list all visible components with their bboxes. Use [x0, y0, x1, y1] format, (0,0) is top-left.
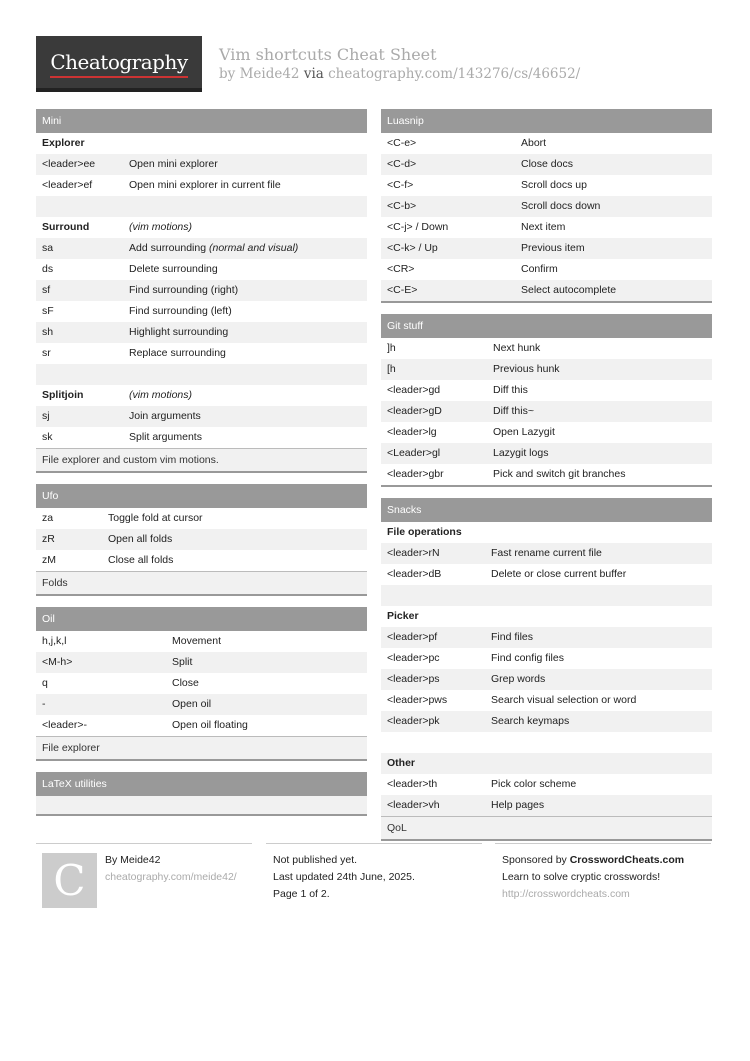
- table-row: [381, 690, 712, 711]
- subheading-picker: [381, 606, 712, 627]
- spacer-row: [381, 585, 712, 606]
- section-footer: QoL: [381, 816, 712, 839]
- section-mini: [36, 109, 367, 473]
- section-oil: [36, 607, 367, 761]
- shortcut-desc: [129, 238, 298, 259]
- footer-sponsor-url[interactable]: http://crosswordcheats.com: [502, 888, 630, 900]
- shortcut-desc: Search visual selection or word: [491, 694, 637, 706]
- section-footer: File explorer and custom vim motions.: [36, 448, 367, 471]
- footer-sponsor-block: [495, 843, 711, 913]
- section-rows: [381, 133, 712, 301]
- footer-status-block: [266, 843, 482, 913]
- table-row: [381, 401, 712, 422]
- shortcut-desc: Open all folds: [108, 533, 173, 545]
- table-row: [36, 175, 367, 196]
- table-row: [36, 529, 367, 550]
- table-row: [381, 543, 712, 564]
- page-title: Vim shortcuts Cheat Sheet: [219, 45, 437, 64]
- table-row: [36, 259, 367, 280]
- subheading-label: Other: [387, 757, 416, 769]
- table-row: [36, 550, 367, 571]
- shortcut-desc: Movement: [172, 635, 222, 647]
- section-rows: [381, 338, 712, 485]
- shortcut-key: q: [42, 677, 48, 689]
- table-row: [381, 443, 712, 464]
- table-row: [381, 238, 712, 259]
- shortcut-key: sF: [42, 305, 54, 317]
- shortcut-key: <leader>ee: [42, 158, 96, 170]
- section-title: Mini: [36, 109, 367, 133]
- shortcut-desc: Close docs: [521, 158, 573, 170]
- table-row: [36, 508, 367, 529]
- section-snacks: [381, 498, 712, 841]
- shortcut-desc: Search keymaps: [491, 715, 570, 727]
- section-title: Snacks: [381, 498, 712, 522]
- table-row: [381, 795, 712, 816]
- subheading-surround: [36, 217, 367, 238]
- shortcut-key: za: [42, 512, 54, 524]
- section-ufo: [36, 484, 367, 596]
- shortcut-key: <leader>ps: [387, 673, 440, 685]
- shortcut-desc: Select autocomplete: [521, 284, 617, 296]
- table-row: [381, 154, 712, 175]
- logo-underline: [50, 76, 188, 78]
- table-row: [381, 669, 712, 690]
- shortcut-desc: Open mini explorer: [129, 158, 218, 170]
- section-rows: [36, 508, 367, 571]
- table-row: [381, 380, 712, 401]
- avatar: C: [42, 853, 97, 908]
- shortcut-key: <C-k> / Up: [387, 242, 438, 254]
- shortcut-desc: Abort: [521, 137, 547, 149]
- shortcut-desc: Open oil: [172, 698, 212, 710]
- section-footer: [36, 796, 367, 814]
- desc-note: (normal and visual): [208, 242, 299, 254]
- shortcut-key: zR: [42, 533, 55, 545]
- page-footer: [36, 843, 711, 913]
- table-row: [381, 280, 712, 301]
- byline-by: by: [219, 66, 236, 82]
- shortcut-desc: Delete or close current buffer: [491, 568, 627, 580]
- shortcut-desc: Split arguments: [129, 431, 202, 443]
- shortcut-key: zM: [42, 554, 56, 566]
- table-row: [36, 406, 367, 427]
- shortcut-key: sa: [42, 242, 54, 254]
- spacer-row: [381, 732, 712, 753]
- shortcut-key: <leader>dB: [387, 568, 442, 580]
- shortcut-key: sj: [42, 410, 50, 422]
- table-row: [36, 631, 367, 652]
- table-row: [36, 343, 367, 364]
- shortcut-key: <C-b>: [387, 200, 417, 212]
- shortcut-desc: Next item: [521, 221, 566, 233]
- table-row: [36, 673, 367, 694]
- shortcut-desc: Next hunk: [493, 342, 541, 354]
- footer-page: Page 1 of 2.: [273, 888, 330, 900]
- table-row: [36, 715, 367, 736]
- table-row: [36, 694, 367, 715]
- shortcut-key: <leader>pf: [387, 631, 438, 643]
- shortcut-key: [h: [387, 363, 396, 375]
- table-row: [36, 280, 367, 301]
- logo-text: Cheatography: [50, 50, 188, 74]
- shortcut-key: ]h: [387, 342, 396, 354]
- shortcut-desc: Open mini explorer in current file: [129, 179, 281, 191]
- shortcut-key: <leader>pc: [387, 652, 440, 664]
- footer-by: By: [105, 854, 121, 866]
- subheading-label: Surround: [42, 221, 90, 233]
- shortcut-desc: Scroll docs up: [521, 179, 587, 191]
- byline: [219, 66, 580, 82]
- section-footer: File explorer: [36, 736, 367, 759]
- shortcut-key: -: [42, 698, 46, 710]
- table-row: [381, 464, 712, 485]
- shortcut-desc: Join arguments: [129, 410, 201, 422]
- shortcut-desc: Close all folds: [108, 554, 174, 566]
- shortcut-desc: Scroll docs down: [521, 200, 601, 212]
- shortcut-desc: Help pages: [491, 799, 545, 811]
- subheading-label: Splitjoin: [42, 389, 84, 401]
- shortcut-key: sk: [42, 431, 53, 443]
- table-row: [381, 175, 712, 196]
- shortcut-desc: Find config files: [491, 652, 564, 664]
- shortcut-key: <leader>gd: [387, 384, 441, 396]
- shortcut-desc: Confirm: [521, 263, 558, 275]
- shortcut-key: <Leader>gl: [387, 447, 441, 459]
- shortcut-desc: Replace surrounding: [129, 347, 226, 359]
- section-title: Luasnip: [381, 109, 712, 133]
- footer-author-link[interactable]: Meide42: [120, 854, 161, 866]
- sheet-url-link[interactable]: cheatography.com/143276/cs/46652/: [328, 66, 581, 82]
- shortcut-desc: Previous item: [521, 242, 585, 254]
- shortcut-key: <leader>rN: [387, 547, 440, 559]
- shortcut-desc: Diff this~: [493, 405, 534, 417]
- shortcut-key: sf: [42, 284, 51, 296]
- table-row: [381, 711, 712, 732]
- table-row: [36, 238, 367, 259]
- shortcut-desc: Find surrounding (right): [129, 284, 239, 296]
- subheading-note: (vim motions): [129, 221, 193, 233]
- section-git: [381, 314, 712, 487]
- shortcut-desc: Highlight surrounding: [129, 326, 229, 338]
- right-column: [381, 109, 712, 852]
- shortcut-desc: Diff this: [493, 384, 528, 396]
- shortcut-key: <leader>vh: [387, 799, 440, 811]
- shortcut-key: <leader>ef: [42, 179, 93, 191]
- table-row: [36, 652, 367, 673]
- section-title: Git stuff: [381, 314, 712, 338]
- shortcut-desc: Toggle fold at cursor: [108, 512, 203, 524]
- subheading-other: [381, 753, 712, 774]
- footer-updated: Last updated 24th June, 2025.: [273, 871, 415, 883]
- shortcut-key: <leader>pk: [387, 715, 440, 727]
- section-title: LaTeX utilities: [36, 772, 367, 796]
- shortcut-desc: Fast rename current file: [491, 547, 602, 559]
- shortcut-key: <leader>pws: [387, 694, 448, 706]
- footer-published: Not published yet.: [273, 854, 358, 866]
- footer-author: [105, 854, 160, 866]
- byline-via: via: [303, 66, 324, 82]
- shortcut-key: <leader>th: [387, 778, 438, 790]
- subheading-splitjoin: [36, 385, 367, 406]
- table-row: [36, 427, 367, 448]
- table-row: [36, 322, 367, 343]
- shortcut-key: <C-e>: [387, 137, 417, 149]
- table-row: [381, 564, 712, 585]
- shortcut-desc: Find surrounding (left): [129, 305, 232, 317]
- shortcut-desc: Find files: [491, 631, 534, 643]
- table-row: [381, 627, 712, 648]
- footer-sponsor-tagline: Learn to solve cryptic crosswords!: [502, 871, 661, 883]
- subheading-file-operations: [381, 522, 712, 543]
- section-rows: [36, 631, 367, 736]
- subheading-note: (vim motions): [129, 389, 193, 401]
- section-luasnip: [381, 109, 712, 303]
- spacer-row: [36, 364, 367, 385]
- shortcut-desc: Pick color scheme: [491, 778, 577, 790]
- shortcut-key: <leader>lg: [387, 426, 437, 438]
- shortcut-key: h,j,k,l: [42, 635, 67, 647]
- subheading-label: Explorer: [42, 137, 85, 149]
- table-row: [381, 196, 712, 217]
- footer-sponsor-link[interactable]: CrosswordCheats.com: [569, 854, 685, 866]
- table-row: [381, 359, 712, 380]
- cheatography-logo[interactable]: [36, 36, 202, 92]
- shortcut-desc: Split: [172, 656, 193, 668]
- spacer-row: [36, 196, 367, 217]
- footer-sponsor: [502, 854, 684, 866]
- shortcut-key: <C-f>: [387, 179, 414, 191]
- footer-sponsored-by: Sponsored by: [502, 854, 570, 866]
- shortcut-key: <C-E>: [387, 284, 418, 296]
- section-rows: [36, 133, 367, 448]
- shortcut-key: <leader>gbr: [387, 468, 444, 480]
- subheading-label: File operations: [387, 526, 462, 538]
- shortcut-key: ds: [42, 263, 54, 275]
- subheading-explorer: [36, 133, 367, 154]
- section-latex: [36, 772, 367, 816]
- table-row: [381, 774, 712, 795]
- shortcut-key: sr: [42, 347, 51, 359]
- table-row: [381, 422, 712, 443]
- shortcut-key: <leader>gD: [387, 405, 442, 417]
- shortcut-desc: Lazygit logs: [493, 447, 549, 459]
- subheading-label: Picker: [387, 610, 419, 622]
- table-row: [381, 259, 712, 280]
- table-row: [381, 338, 712, 359]
- shortcut-key: <C-d>: [387, 158, 417, 170]
- section-title: Ufo: [36, 484, 367, 508]
- table-row: [381, 217, 712, 238]
- table-row: [381, 133, 712, 154]
- table-row: [36, 301, 367, 322]
- shortcut-key: <C-j> / Down: [387, 221, 449, 233]
- shortcut-desc: Close: [172, 677, 199, 689]
- left-column: [36, 109, 367, 827]
- shortcut-desc: Delete surrounding: [129, 263, 218, 275]
- shortcut-desc: Grep words: [491, 673, 546, 685]
- footer-author-url[interactable]: cheatography.com/meide42/: [105, 871, 237, 883]
- desc-text: Add surrounding: [129, 242, 209, 254]
- table-row: [381, 648, 712, 669]
- shortcut-key: <CR>: [387, 263, 415, 275]
- author-link[interactable]: Meide42: [239, 66, 300, 82]
- section-rows: [381, 522, 712, 816]
- section-footer: Folds: [36, 571, 367, 594]
- shortcut-desc: Pick and switch git branches: [493, 468, 626, 480]
- shortcut-desc: Previous hunk: [493, 363, 560, 375]
- shortcut-key: <leader>-: [42, 719, 87, 731]
- section-title: Oil: [36, 607, 367, 631]
- shortcut-desc: Open oil floating: [172, 719, 248, 731]
- shortcut-desc: Open Lazygit: [493, 426, 555, 438]
- shortcut-key: sh: [42, 326, 54, 338]
- table-row: [36, 154, 367, 175]
- shortcut-key: <M-h>: [42, 656, 73, 668]
- footer-author-block: [36, 843, 252, 913]
